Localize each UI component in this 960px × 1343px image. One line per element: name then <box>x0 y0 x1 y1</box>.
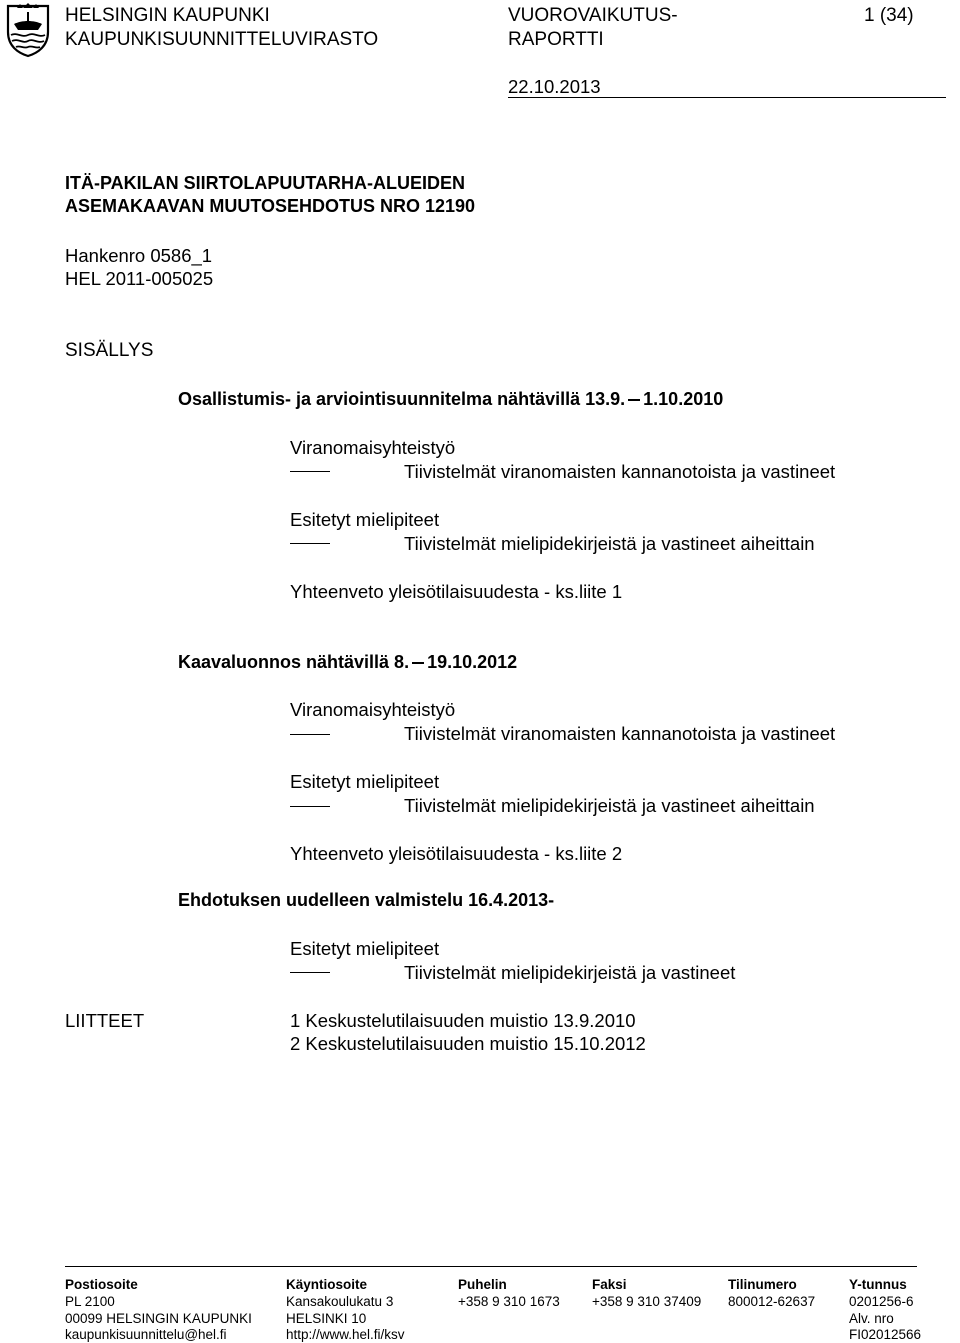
footer-fax-label: Faksi <box>592 1277 627 1292</box>
footer-postal-line: PL 2100 <box>65 1294 115 1309</box>
footer-rule <box>65 1266 917 1267</box>
project-number: Hankenro 0586_1 <box>65 245 213 266</box>
section-2-authority-item: Tiivistelmät viranomaisten kannanotoista ja vastineet <box>404 723 836 744</box>
footer-vat-number: FI02012566 <box>849 1327 922 1342</box>
section-2-dash-2 <box>290 806 330 807</box>
section-3-opinions-heading: Esitetyt mielipiteet <box>290 938 440 959</box>
org-name: HELSINGIN KAUPUNKI <box>65 5 270 26</box>
footer-fax-number: +358 9 310 37409 <box>592 1294 702 1309</box>
page-number: 1 (34) <box>864 5 914 26</box>
section-2-opinions-item: Tiivistelmät mielipidekirjeistä ja vastineet aiheittain <box>404 795 815 816</box>
section-1-heading-end: 1.10.2010 <box>643 389 724 409</box>
footer-account-label: Tilinumero <box>728 1277 797 1292</box>
helsinki-crest-logo <box>2 2 54 58</box>
footer-account-number: 800012-62637 <box>728 1294 816 1309</box>
section-3-opinions-item: Tiivistelmät mielipidekirjeistä ja vastineet <box>404 962 736 983</box>
section-2-summary: Yhteenveto yleisötilaisuudesta - ks.liite 2 <box>290 843 623 864</box>
section-2-authority-heading: Viranomaisyhteistyö <box>290 699 456 720</box>
section-1-heading-text: Osallistumis- ja arviointisuunnitelma nähtävillä 13.9. <box>178 389 626 409</box>
footer-phone-label: Puhelin <box>458 1277 507 1292</box>
section-1-opinions-heading: Esitetyt mielipiteet <box>290 509 440 530</box>
attachments-label: LIITTEET <box>65 1010 145 1031</box>
section-2-dash-1 <box>290 734 330 735</box>
org-department: KAUPUNKISUUNNITTELUVIRASTO <box>65 29 379 50</box>
footer-visiting-line: Kansakoulukatu 3 <box>286 1294 394 1309</box>
attachment-item: 1 Keskustelutilaisuuden muistio 13.9.2010 <box>290 1010 636 1031</box>
footer-postal-line: 00099 HELSINGIN KAUPUNKI <box>65 1311 252 1326</box>
attachment-item: 2 Keskustelutilaisuuden muistio 15.10.2012 <box>290 1033 646 1054</box>
document-title-line2: ASEMAKAAVAN MUUTOSEHDOTUS NRO 12190 <box>65 196 476 216</box>
section-2-heading-end: 19.10.2012 <box>427 652 518 672</box>
section-1-authority-item: Tiivistelmät viranomaisten kannanotoista ja vastineet <box>404 461 836 482</box>
section-1-heading <box>178 388 723 411</box>
footer-business-id: 0201256-6 <box>849 1294 914 1309</box>
document-type-continued: RAPORTTI <box>508 29 604 50</box>
footer-website-link[interactable]: http://www.hel.fi/ksv <box>286 1327 405 1342</box>
section-1-authority-heading: Viranomaisyhteistyö <box>290 437 456 458</box>
footer-postal-label: Postiosoite <box>65 1277 138 1292</box>
register-number: HEL 2011-005025 <box>65 268 214 289</box>
footer-business-id-label: Y-tunnus <box>849 1277 907 1292</box>
document-date: 22.10.2013 <box>508 76 601 97</box>
document-type: VUOROVAIKUTUS- <box>508 5 678 26</box>
footer-email-link[interactable]: kaupunkisuunnittelu@hel.fi <box>65 1327 227 1342</box>
footer-visiting-label: Käyntiosoite <box>286 1277 368 1292</box>
section-3-dash <box>290 972 330 973</box>
footer-visiting-line: HELSINKI 10 <box>286 1311 367 1326</box>
section-1-dash-2 <box>290 543 330 544</box>
section-1-summary: Yhteenveto yleisötilaisuudesta - ks.liite 1 <box>290 581 623 602</box>
header-rule <box>508 97 946 98</box>
section-2-opinions-heading: Esitetyt mielipiteet <box>290 771 440 792</box>
section-1-dash-1 <box>290 471 330 472</box>
section-1-opinions-item: Tiivistelmät mielipidekirjeistä ja vastineet aiheittain <box>404 533 815 554</box>
section-2-heading <box>178 651 517 674</box>
footer-phone-number: +358 9 310 1673 <box>458 1294 560 1309</box>
footer-vat-label: Alv. nro <box>849 1311 894 1326</box>
section-3-heading: Ehdotuksen uudelleen valmistelu 16.4.2013- <box>178 890 555 910</box>
document-title-line1: ITÄ-PAKILAN SIIRTOLAPUUTARHA-ALUEIDEN <box>65 173 465 193</box>
table-of-contents-label: SISÄLLYS <box>65 340 154 361</box>
section-2-heading-text: Kaavaluonnos nähtävillä 8. <box>178 652 410 672</box>
